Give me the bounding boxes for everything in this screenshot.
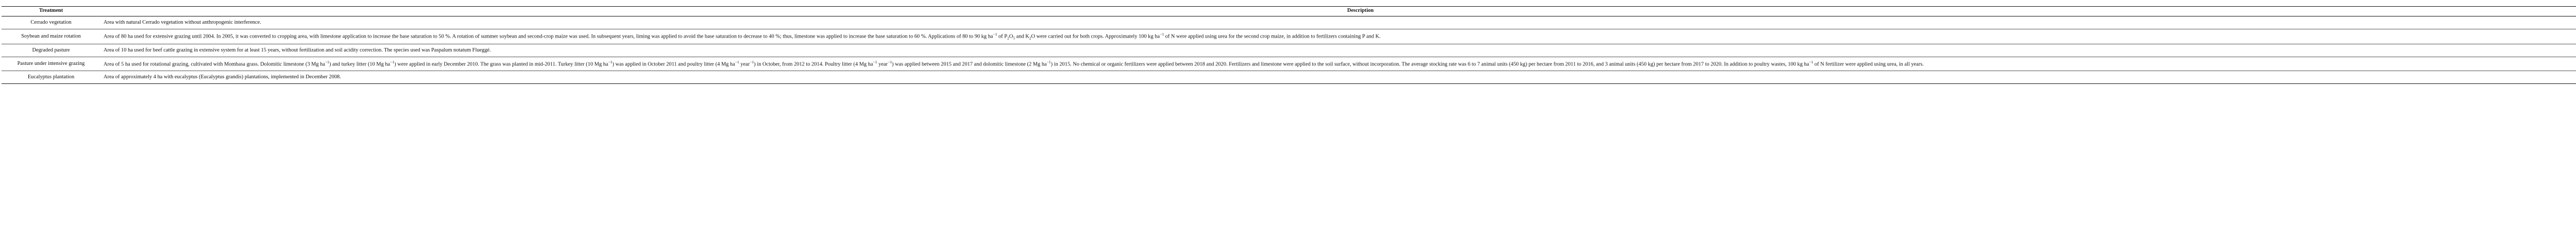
superscript: −1 xyxy=(873,60,877,65)
row-treatment-cell: Cerrado vegetation xyxy=(2,16,100,29)
subscript: 2 xyxy=(1007,36,1009,41)
description-text: year xyxy=(739,61,750,67)
table-row xyxy=(2,44,2576,57)
superscript: −1 xyxy=(993,31,997,37)
description-text: O were carried out for both crops. Approximately 100 kg ha xyxy=(1031,33,1160,40)
row-treatment-cell: Degraded pasture xyxy=(2,44,100,57)
row-description-cell xyxy=(100,57,2576,71)
row-treatment-cell: Soybean and maize rotation xyxy=(2,29,100,44)
header-treatment: Treatment xyxy=(2,7,100,16)
treatment-description-table xyxy=(2,6,2576,84)
subscript: 2 xyxy=(1029,36,1031,41)
superscript: −1 xyxy=(1160,31,1164,37)
superscript: −1 xyxy=(887,60,892,65)
superscript: −1 xyxy=(390,60,395,65)
subscript: 5 xyxy=(1013,36,1015,41)
description-text: ) and turkey litter (10 Mg ha xyxy=(329,61,391,67)
description-text: of N were applied using urea for the second crop maize, in addition to fertilizers containing P and K. xyxy=(1164,33,1381,40)
description-text: ) was applied in October 2011 and poultry litter (4 Mg ha xyxy=(612,61,735,67)
description-text: and K xyxy=(1015,33,1029,40)
description-text: ) in October, from 2012 to 2014. Poultry litter (4 Mg ha xyxy=(754,61,873,67)
table-row xyxy=(2,57,2576,71)
description-text: Area of 80 ha used for extensive grazing until 2004. In 2005, it was converted to cropping area, with limestone application to increase the base saturation to 50 %. A rotation of summer soybean and second-crop maize was used. In subsequent years, liming was applied to avoid the base saturation to decrease to 40 %; thus, limestone was applied to increase the base saturation to 60 %. Applications of 80 to 90 kg ha xyxy=(104,33,993,40)
row-description-cell xyxy=(100,29,2576,44)
superscript: −1 xyxy=(1046,60,1051,65)
description-text: of P xyxy=(997,33,1008,40)
header-description: Description xyxy=(100,7,2576,16)
header-row xyxy=(2,7,2576,16)
row-description-cell: Area of 10 ha used for beef cattle grazing in extensive system for at least 15 years, without fertilization and soil acidity correction. The species used was Paspalum notatum Flueggé. xyxy=(100,44,2576,57)
row-treatment-cell: Pasture under intensive grazing xyxy=(2,57,100,71)
table-row xyxy=(2,29,2576,44)
row-description-cell: Area with natural Cerrado vegetation without anthropogenic interference. xyxy=(100,16,2576,29)
row-description-cell: Area of approximately 4 ha with eucalyptus (Eucalyptus grandis) plantations, implemented in December 2008. xyxy=(100,71,2576,84)
superscript: −1 xyxy=(1809,60,1814,65)
table-header xyxy=(2,7,2576,16)
superscript: −1 xyxy=(325,60,329,65)
superscript: −1 xyxy=(608,60,613,65)
description-text: Area of 5 ha used for rotational grazing, cultivated with Mombasa grass. Dolomitic limestone (3 Mg ha xyxy=(104,61,325,67)
row-treatment-cell: Eucalyptus plantation xyxy=(2,71,100,84)
description-text: ) was applied between 2015 and 2017 and dolomitic limestone (2 Mg ha xyxy=(891,61,1047,67)
description-text: ) in 2015. No chemical or organic fertilizers were applied between 2018 and 2020. Fertilizers and limestone were applied to the soil surface, without incorporation. The average stocking rate was 6 to 7 animal units (450 kg) per hectare from 2011 to 2016, and 3 animal units (450 kg) per hectare from 2017 to 2020. In addition to poultry wastes, 100 kg ha xyxy=(1050,61,1809,67)
description-text: of N fertilizer were applied using urea, in all years. xyxy=(1813,61,1924,67)
table-row xyxy=(2,16,2576,29)
table-body xyxy=(2,16,2576,83)
table-row xyxy=(2,71,2576,84)
description-text: O xyxy=(1009,33,1013,40)
superscript: −1 xyxy=(735,60,739,65)
description-text: year xyxy=(877,61,888,67)
superscript: −1 xyxy=(750,60,754,65)
description-text: ) were applied in early December 2010. The grass was planted in mid-2011. Turkey litter (10 Mg ha xyxy=(394,61,608,67)
data-table-container xyxy=(2,6,2576,84)
